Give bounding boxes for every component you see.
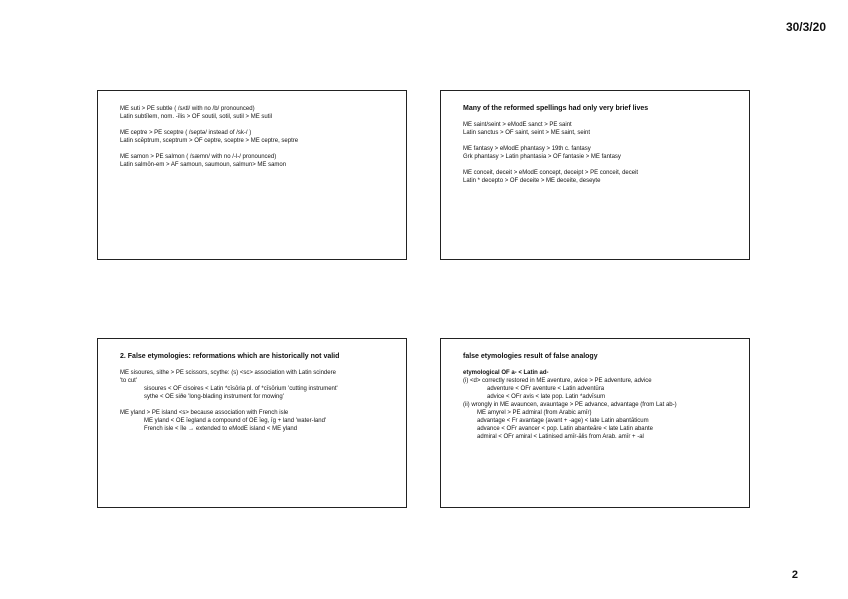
text-line: ME ceptre > PE sceptre ( /septə/ instead of /sk-/ )	[120, 130, 252, 136]
text-line: admiral < OFr amiral < Latinised amīr-ālis from Arab. amīr + -al	[477, 434, 644, 440]
slide-title: Many of the reformed spellings had only very brief lives	[463, 105, 649, 112]
text-line: ME yland > PE island <s> because association with French isle	[120, 410, 289, 416]
text-line: ME saint/seint > eModE sanct > PE saint	[463, 122, 572, 128]
text-line: 'to cut'	[120, 378, 137, 384]
text-line: ME amyrel > PE admiral (from Arabic amīr)	[477, 410, 592, 416]
text-line: advance < OFr avancer < pop. Latin abanteāre < late Latin abante	[477, 426, 653, 432]
text-line: ME conceit, deceit > eModE concept, deceipt > PE conceit, deceit	[463, 170, 639, 176]
text-line: Grk phantasy > Latin phantasia > OF fantasie > ME fantasy	[463, 154, 621, 160]
text-line: advantage < Fr avantage (avant + -age) < late Latin abantāticum	[477, 418, 649, 424]
text-line: Latin salmōn-em > AF samoun, saumoun, salmun> ME samon	[120, 162, 287, 168]
page-number: 2	[791, 569, 798, 581]
slide-1	[97, 90, 407, 260]
text-line: (i) <d> correctly restored in ME aventure, avice > PE adventure, advice	[463, 378, 652, 384]
text-line: Latin sanctus > OF saint, seint > ME saint, seint	[463, 130, 591, 136]
text-line: ME sisoures, sithe > PE scissors, scythe: (s) <sc> association with Latin scindere	[120, 370, 336, 376]
text-line: (ii) wrongly in ME avauncen, avauntage > PE advance, advantage (from Lat ab-)	[463, 402, 677, 408]
text-line: ME suti > PE subtle ( /sʌtl/ with no /b/ pronounced)	[120, 106, 255, 112]
date-header: 30/3/20	[785, 20, 826, 34]
text-line: ME samon > PE salmon ( /sæmn/ with no /-l-/ pronounced)	[120, 154, 277, 160]
text-line: Latin scēptrum, sceptrum > OF ceptre, sceptre > ME ceptre, septre	[120, 138, 299, 144]
text-line: sisoures < OF cisoires < Latin *cīsōria pl. of *cīsōrium 'cutting instrument'	[144, 386, 338, 392]
slide-3	[97, 338, 407, 508]
text-line: Latin subtīlem, nom. -īlis > OF soutil, sotil, sutil > ME sutil	[120, 114, 273, 120]
slide-2	[440, 90, 750, 260]
text-line: ME yland < OE īegland a compound of OE īeg, īg + land 'water-land'	[144, 418, 327, 424]
slide-4	[440, 338, 750, 508]
text-line: adventure < OFr aventure < Latin adventūra	[487, 386, 605, 392]
text-line: sythe < OE siðe 'long-blading instrument for mowing'	[144, 394, 284, 400]
text-line: Latin * decepto > OF deceite > ME deceite, deseyte	[463, 178, 601, 184]
text-line: etymological OF a- < Latin ad-	[463, 370, 549, 376]
slide-title: false etymologies result of false analogy	[463, 353, 598, 360]
text-line: advice < OFr avis < late pop. Latin *advīsum	[487, 394, 606, 400]
slide-title: 2. False etymologies: reformations which are historically not valid	[120, 353, 340, 360]
text-line: ME fantasy > eModE phantasy > 19th c. fantasy	[463, 146, 591, 152]
text-line: French isle < île → extended to eModE island < ME yland	[144, 426, 298, 432]
